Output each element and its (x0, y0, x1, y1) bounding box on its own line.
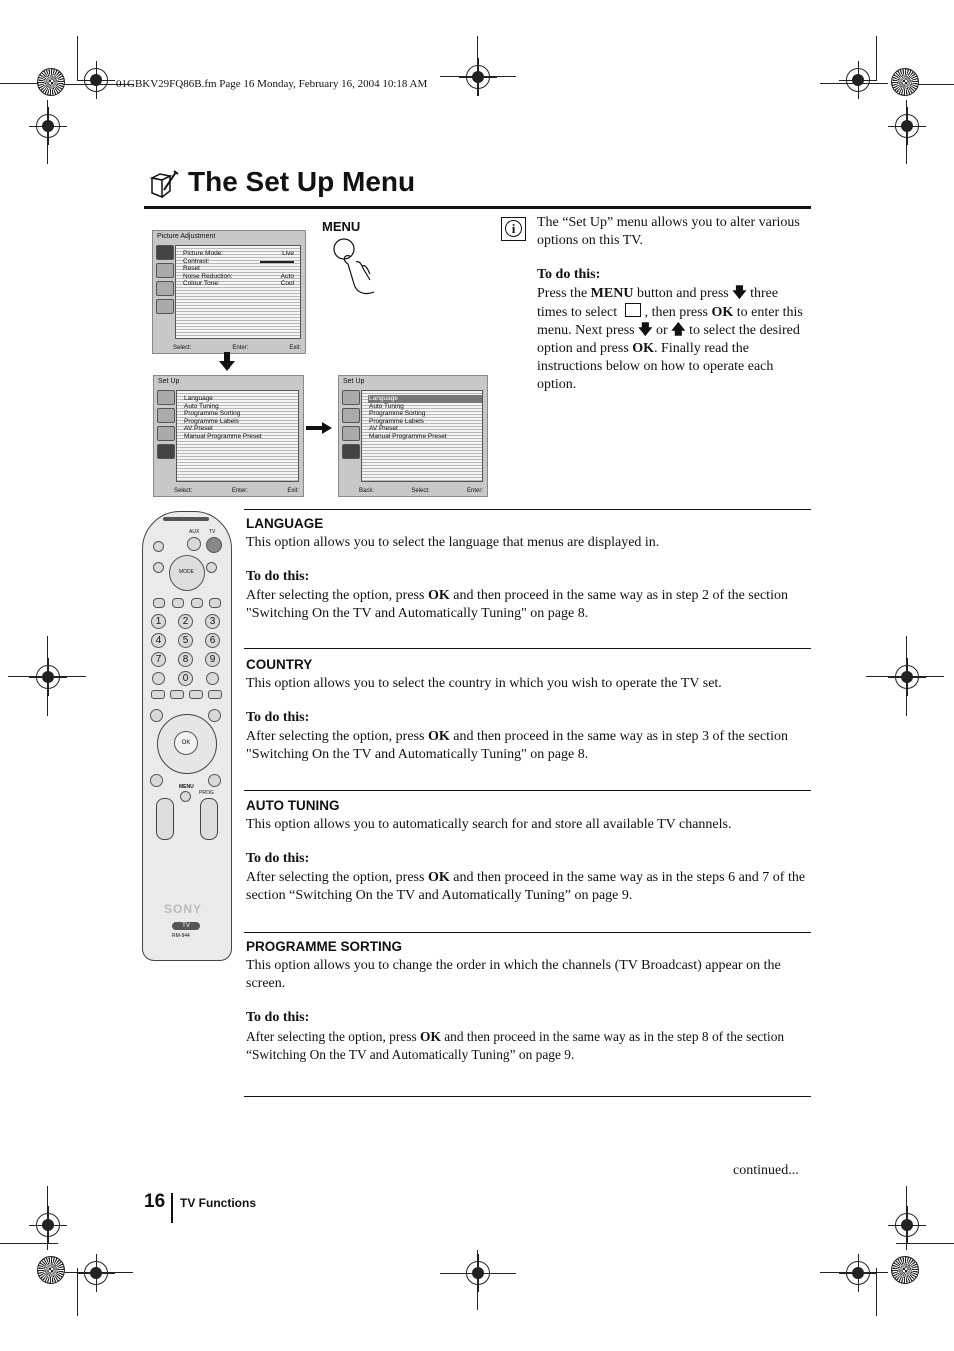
osd-footer-enter: Enter: (231, 488, 248, 494)
digit-9-button: 9 (205, 652, 220, 667)
osd-item: Manual Programme Preset (184, 432, 262, 440)
osd-item: AV Preset (369, 425, 398, 432)
title-rule (144, 206, 811, 209)
power-button (206, 537, 222, 553)
down-arrow-icon: 🡇 (732, 286, 747, 301)
osd-item-highlighted: Language (368, 395, 483, 403)
osd-item: Manual Programme Preset (369, 432, 447, 440)
osd-item: Colour Tone: (183, 280, 220, 287)
digit-7-button: 7 (151, 652, 166, 667)
sound-menu-icon (342, 408, 360, 423)
section-rule (244, 790, 811, 791)
remote-control-illustration (142, 511, 232, 961)
sony-logo: SONY (164, 902, 203, 916)
programme-sorting-heading: PROGRAMME SORTING (246, 939, 403, 954)
digit-3-button: 3 (205, 614, 220, 629)
menu-button (180, 791, 191, 802)
osd-item: Picture Mode: (183, 250, 224, 257)
osd-item: Programme Sorting (369, 410, 426, 417)
tv-badge: TV (172, 922, 200, 930)
country-instructions: After selecting the option, press OK and then proceed in the same way as in step 3 of the section "Switching On the TV and Automatically Tuning" on page 8. (246, 729, 788, 762)
osd-title: Picture Adjustment (157, 233, 216, 240)
remote-button (170, 690, 184, 699)
osd-footer-enter: Enter: (232, 345, 249, 351)
section-end-rule (244, 1096, 811, 1097)
osd-setup-menu-selected (338, 375, 488, 497)
down-arrow-icon (219, 361, 235, 371)
osd-item: Reset (183, 265, 200, 272)
section-rule (244, 932, 811, 933)
right-arrow-icon (306, 421, 332, 433)
remote-button (152, 672, 165, 685)
intro-todo-heading: To do this: (537, 267, 601, 282)
osd-item: Auto Tuning (369, 402, 404, 410)
digit-5-button: 5 (178, 633, 193, 648)
info-icon: i (501, 217, 526, 241)
osd-footer-exit: Exit: (287, 488, 299, 494)
ok-button: OK (174, 731, 198, 755)
language-instructions: After selecting the option, press OK and then proceed in the same way as in step 2 of the section "Switching On the TV and Automatically Tuning" on page 8. (246, 588, 788, 621)
volume-rocker (156, 798, 174, 840)
section-rule (244, 509, 811, 510)
osd-item: Programme Labels (369, 417, 424, 425)
language-heading: LANGUAGE (246, 516, 324, 531)
remote-button (208, 709, 221, 722)
features-menu-icon (156, 281, 174, 296)
file-header-note: 01GBKV29FQ86B.fm Page 16 Monday, February 16, 2004 10:18 AM (116, 78, 428, 90)
osd-footer-exit: Exit: (289, 345, 301, 351)
setup-icon (146, 166, 182, 202)
digit-2-button: 2 (178, 614, 193, 629)
programme-sorting-description: This option allows you to change the order in which the channels (TV Broadcast) appear on the screen. (246, 958, 781, 991)
picture-menu-icon (342, 390, 360, 405)
osd-footer-select: Select: (411, 488, 430, 494)
continued-note: continued... (733, 1163, 799, 1178)
digit-4-button: 4 (151, 633, 166, 648)
page-title: The Set Up Menu (188, 166, 416, 197)
picture-menu-icon (157, 390, 175, 405)
features-menu-icon (157, 426, 175, 441)
setup-icon (625, 303, 641, 317)
digit-8-button: 8 (178, 652, 193, 667)
remote-button (153, 562, 164, 573)
remote-button (150, 774, 163, 787)
remote-button (209, 598, 221, 608)
osd-title: Set Up (343, 378, 365, 385)
remote-label-aux: AUX (189, 529, 200, 535)
osd-item: Noise Reduction: (183, 272, 233, 280)
osd-value: Auto (280, 272, 294, 280)
osd-item: Programme Sorting (184, 410, 241, 417)
auto-tuning-description: This option allows you to automatically search for and store all available TV channels. (246, 817, 732, 832)
osd-item: AV Preset (184, 425, 213, 432)
digit-6-button: 6 (205, 633, 220, 648)
osd-footer-select: Select: (173, 345, 192, 351)
osd-value: Live (282, 250, 294, 257)
osd-footer-back: Back: (359, 488, 375, 494)
remote-label-tv: TV (209, 529, 216, 535)
osd-setup-menu (153, 375, 304, 497)
osd-item: Language (184, 395, 213, 402)
osd-footer-enter: Enter: (466, 488, 483, 494)
auto-tuning-heading: AUTO TUNING (246, 798, 340, 813)
remote-button (206, 562, 217, 573)
remote-button (191, 598, 203, 608)
osd-value: Cool (280, 280, 294, 287)
ir-window (163, 517, 209, 521)
country-description: This option allows you to select the country in which you wish to operate the TV set. (246, 676, 722, 691)
remote-model: RM-944 (172, 933, 190, 939)
osd-footer-select: Select: (174, 488, 193, 494)
osd-item: Contrast: (183, 257, 210, 265)
osd-title: Set Up (158, 378, 180, 385)
remote-button (206, 672, 219, 685)
sound-menu-icon (157, 408, 175, 423)
footer-divider (171, 1193, 173, 1223)
intro-instructions: Press the MENU button and press 🡇 three times to select , then press OK to enter this menu. Next press 🡇 or 🡅 to select the desired option and press OK. Finally read the instructions below on how to operate each option. (537, 286, 803, 392)
section-rule (244, 648, 811, 649)
osd-item: Programme Labels (184, 417, 239, 425)
hand-pressing-menu-icon (330, 236, 380, 300)
down-arrow-icon: 🡇 (638, 323, 653, 338)
footer-section-label: TV Functions (180, 1196, 256, 1210)
remote-button (189, 690, 203, 699)
digit-1-button: 1 (151, 614, 166, 629)
aux-button (187, 537, 201, 551)
digit-0-button: 0 (178, 671, 193, 686)
sound-menu-icon (156, 263, 174, 278)
osd-picture-adjustment (152, 230, 306, 354)
country-todo-heading: To do this: (246, 710, 310, 725)
setup-menu-icon (157, 444, 175, 459)
auto-tuning-todo-heading: To do this: (246, 851, 310, 866)
remote-button (150, 709, 163, 722)
language-description: This option allows you to select the language that menus are displayed in. (246, 535, 660, 550)
remote-label-mode: MODE (179, 569, 194, 575)
remote-button (208, 690, 222, 699)
setup-menu-icon (342, 444, 360, 459)
remote-button (208, 774, 221, 787)
features-menu-icon (342, 426, 360, 441)
page-number: 16 (144, 1191, 166, 1212)
intro-text: The “Set Up” menu allows you to alter various options on this TV. (537, 215, 800, 248)
remote-button (172, 598, 184, 608)
setup-menu-icon (156, 299, 174, 314)
remote-label-prog: PROG (199, 790, 214, 796)
language-todo-heading: To do this: (246, 569, 310, 584)
up-arrow-icon: 🡅 (671, 323, 686, 338)
programme-sorting-instructions: After selecting the option, press OK and then proceed in the same way as in the step 8 of the section “Switching On the TV and Automatically Tuning” on page 9. (246, 1029, 785, 1062)
contrast-bar (260, 261, 294, 263)
mute-button (153, 541, 164, 552)
programme-rocker (200, 798, 218, 840)
osd-item: Auto Tuning (184, 402, 219, 410)
remote-button (153, 598, 165, 608)
auto-tuning-instructions: After selecting the option, press OK and then proceed in the same way as in the steps 6 and 7 of the section “Switching On the TV and Automatically Tuning” on page 9. (246, 870, 806, 903)
remote-button (151, 690, 165, 699)
programme-sorting-todo-heading: To do this: (246, 1010, 310, 1025)
country-heading: COUNTRY (246, 657, 313, 672)
picture-menu-icon (156, 245, 174, 260)
menu-label: MENU (322, 219, 361, 234)
remote-label-menu: MENU (179, 784, 194, 790)
